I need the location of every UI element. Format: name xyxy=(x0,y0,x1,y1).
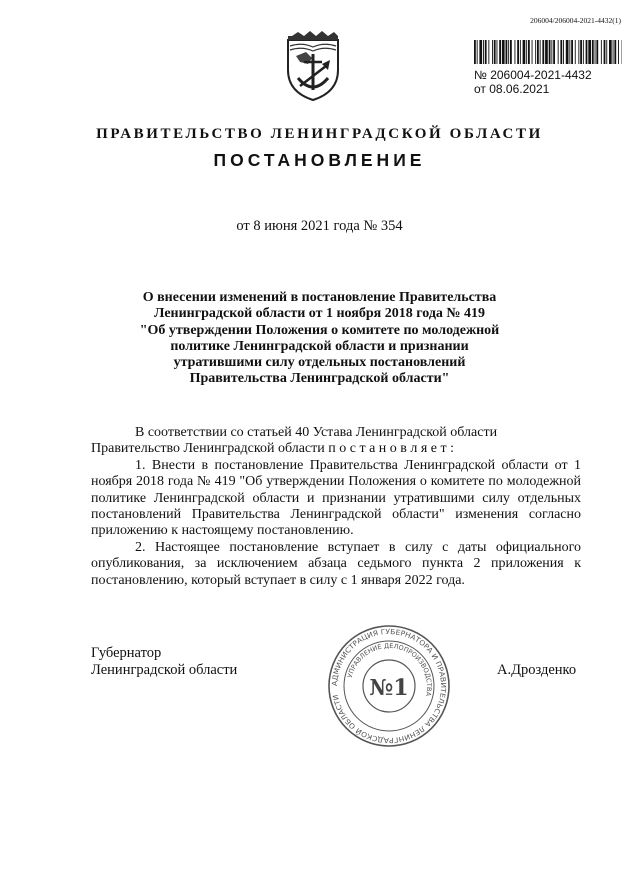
barcode-bar xyxy=(588,40,591,64)
title-line: утратившими силу отдельных постановлений xyxy=(173,355,466,371)
barcode-bar xyxy=(614,40,616,64)
barcode-bar xyxy=(601,40,602,64)
barcode-bar xyxy=(474,40,476,64)
barcode-bar xyxy=(483,40,484,64)
barcode-bar xyxy=(569,40,570,64)
intro-paragraph: В соответствии со статьей 40 Устава Ленинградской области xyxy=(135,425,498,440)
signatory-position xyxy=(91,645,237,679)
barcode-bar xyxy=(532,40,533,64)
title-line: О внесении изменений в постановление Правительства xyxy=(142,290,497,305)
registration-date: от 08.06.2021 xyxy=(474,82,550,96)
barcode-bar xyxy=(537,40,539,64)
barcode-bar xyxy=(592,40,594,64)
barcode-bar xyxy=(571,40,573,64)
position-line: Губернатор xyxy=(91,645,162,661)
barcode-bar xyxy=(506,40,508,64)
barcode-bar xyxy=(528,40,530,64)
barcode-bar xyxy=(604,40,606,64)
barcode-bar xyxy=(508,40,509,64)
barcode-bar xyxy=(542,40,544,64)
stamp-center-number: №1 xyxy=(369,675,409,701)
title-line: Ленинградской области от 1 ноября 2018 года № 419 xyxy=(154,306,485,322)
barcode-bar xyxy=(515,40,516,64)
barcode-bar xyxy=(580,40,582,64)
resolution-date-number: от 8 июня 2021 года № 354 xyxy=(236,218,403,234)
barcode-bar xyxy=(596,40,598,64)
barcode-bar xyxy=(549,40,551,64)
barcode-bar xyxy=(492,40,493,64)
barcode-bar xyxy=(613,40,614,64)
barcode-bar xyxy=(558,40,559,64)
title-line: Правительства Ленинградской области" xyxy=(189,371,450,387)
barcode-bar xyxy=(497,40,498,64)
barcode-bar xyxy=(517,40,519,64)
resolution-body xyxy=(91,425,581,589)
barcode-bar xyxy=(578,40,579,64)
barcode-bar xyxy=(510,40,512,64)
barcode-bar xyxy=(566,40,569,64)
government-heading: ПРАВИТЕЛЬСТВО ЛЕНИНГРАДСКОЙ ОБЛАСТИ xyxy=(96,126,543,142)
barcode-bar xyxy=(526,40,527,64)
title-line: "Об утверждении Положения о комитете по молодежной xyxy=(139,322,500,338)
barcode-bar xyxy=(575,40,576,64)
barcode-bar xyxy=(560,40,562,64)
resolution-title xyxy=(60,290,579,388)
barcode-bar xyxy=(545,40,548,64)
signatory-name: А.Дрозденко xyxy=(497,662,577,678)
registration-block xyxy=(474,68,592,96)
barcode-bar xyxy=(606,40,607,64)
document-id: 206004/206004-2021-4432(1) xyxy=(530,16,621,25)
barcode-bar xyxy=(479,40,482,64)
barcode-bar xyxy=(520,40,521,64)
position-line: Ленинградской области xyxy=(91,662,238,678)
barcode-bar xyxy=(477,40,478,64)
barcode xyxy=(474,40,622,64)
barcode-bar xyxy=(586,40,588,64)
item-1-paragraph: 1. Внести в постановление Правительства Ленинградской области от 1 ноября 2018 года № 419 "Об утверждении Положения о комитете по молодежной политике Ленинградской области и признании утратившими силу отдельных постановлений Правительства Ленинградской области" изменения согласно приложению к настоящему постановлению. xyxy=(91,457,581,539)
barcode-bar xyxy=(540,40,541,64)
barcode-bar xyxy=(553,40,555,64)
barcode-bar xyxy=(485,40,487,64)
barcode-bar xyxy=(488,40,489,64)
barcode-bar xyxy=(494,40,496,64)
coat-of-arms-emblem xyxy=(282,30,344,102)
document-type-heading: ПОСТАНОВЛЕНИЕ xyxy=(213,150,426,170)
registration-number: № 206004-2021-4432 xyxy=(474,68,592,82)
title-line: политике Ленинградской области и признании xyxy=(170,338,469,354)
item-2-paragraph: 2. Настоящее постановление вступает в силу с даты официального опубликования, за исключением абзаца седьмого пункта 2 приложения к постановлению, который вступает в силу с 1 января 2022 года. xyxy=(91,539,581,588)
barcode-bar xyxy=(499,40,501,64)
barcode-bar xyxy=(502,40,505,64)
intro-continuation: Правительство Ленинградской области п о с т а н о в л я е т : xyxy=(91,441,455,457)
barcode-bar xyxy=(618,40,619,64)
stamp-outer-text: АДМИНИСТРАЦИЯ ГУБЕРНАТОРА И ПРАВИТЕЛЬСТВА ЛЕНИНГРАДСКОЙ ОБЛАСТИ xyxy=(330,627,448,745)
barcode-bar xyxy=(551,40,552,64)
barcode-bar xyxy=(595,40,596,64)
stamp-inner-text: УПРАВЛЕНИЕ ДЕЛОПРОИЗВОДСТВА xyxy=(345,641,434,697)
barcode-bar xyxy=(583,40,584,64)
barcode-bar xyxy=(563,40,564,64)
barcode-bar xyxy=(535,40,536,64)
barcode-bar xyxy=(609,40,612,64)
official-seal-stamp xyxy=(327,624,451,748)
barcode-bar xyxy=(523,40,526,64)
